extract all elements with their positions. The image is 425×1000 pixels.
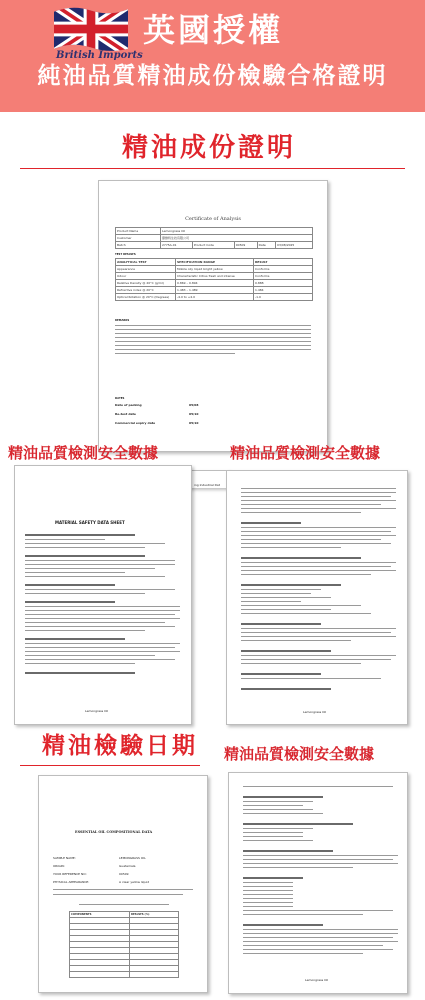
msds-title: MATERIAL SAFETY DATA SHEET <box>55 520 125 525</box>
reference-value: 00509 <box>119 872 129 876</box>
folded-page-text: ing Industrial Dat <box>194 483 220 487</box>
msds-left-footer: Lemongrass Oil <box>85 709 109 713</box>
msds-right-doc <box>226 470 408 725</box>
section3-left-divider <box>20 765 200 766</box>
spec-cell: -4.0 to +4.0 <box>176 294 254 301</box>
expiry-date-value: 05/10 <box>189 421 199 425</box>
header-spec: SPECIFICATION RANGE <box>176 259 254 266</box>
compositional-data-doc <box>38 775 208 993</box>
date-label: Date <box>257 242 275 249</box>
table-row <box>116 294 313 301</box>
retest-date-value: 05/10 <box>189 412 199 416</box>
sample-name-value: LEMONGRASS OIL <box>119 856 146 860</box>
date-of-packing-label: Date of packing <box>115 403 142 407</box>
table-row <box>116 287 313 294</box>
section1-divider <box>20 168 405 169</box>
brand-text: British Imports <box>56 50 143 61</box>
section1-title: 精油成份證明 <box>122 133 297 163</box>
date-of-packing-value: 05/08 <box>189 403 199 407</box>
test-cell: Refractive index @ 20°C <box>116 287 176 294</box>
test-cell: Optical Rotation @ 20°C (Degrees) <box>116 294 176 301</box>
table-row <box>116 273 313 280</box>
header-test: ANALYTICAL TEST <box>116 259 176 266</box>
reference-label: YOUR REFERENCE NO: <box>53 872 87 876</box>
banner-title: 英國授權 <box>143 11 284 49</box>
test-cell: Appearance <box>116 266 176 273</box>
result-cell: 0.888 <box>254 280 313 287</box>
test-results-title: TEST RESULTS <box>115 253 136 256</box>
expiry-date-label: Commercial expiry date <box>115 421 156 425</box>
msds-left-doc <box>14 465 192 725</box>
result-cell: -1.0 <box>254 294 313 301</box>
dates-title: DATES <box>115 397 125 400</box>
header-components: COMPONENTS <box>70 912 130 918</box>
result-cell: 1.484 <box>254 287 313 294</box>
certificate-info-table <box>115 227 313 249</box>
remarks-title: REMARKS <box>115 319 130 322</box>
appearance-value: A clear yellow liquid <box>119 880 150 884</box>
table-row <box>116 266 313 273</box>
batch-value: 2775A-01 <box>161 242 193 249</box>
certificate-of-analysis-doc <box>98 180 328 452</box>
table-row <box>116 280 313 287</box>
msds-bottom-right-doc <box>228 772 408 994</box>
product-code-label: Product Code <box>192 242 234 249</box>
product-code-value: 00509 <box>234 242 257 249</box>
composition-table <box>69 911 179 978</box>
compositional-title: ESSENTIAL OIL COMPOSITIONAL DATA <box>75 830 153 834</box>
header-banner <box>0 0 425 112</box>
test-cell: Relative Density @ 20°C (g/ml) <box>116 280 176 287</box>
origin-label: ORIGIN: <box>53 864 65 868</box>
sample-name-label: SAMPLE NAME: <box>53 856 76 860</box>
banner-subtitle: 純油品質精油成份檢驗合格證明 <box>37 63 388 89</box>
result-cell: Conforms <box>254 266 313 273</box>
date-value: 03/08/2025 <box>276 242 313 249</box>
header-result: RESULT <box>254 259 313 266</box>
origin-value: Guatemala <box>119 864 136 868</box>
batch-label: Batch <box>116 242 161 249</box>
customer-label: Customer <box>116 235 161 242</box>
spec-cell: 1.483 – 1.489 <box>176 287 254 294</box>
section3-left-title: 精油檢驗日期 <box>42 733 198 759</box>
section3-right-label: 精油品質檢測安全數據 <box>224 745 375 763</box>
product-name-value: Lemongrass Oil <box>161 228 313 235</box>
section2-right-label: 精油品質檢測安全數據 <box>230 444 381 462</box>
msds-bottom-footer: Lemongrass Oil <box>305 978 329 982</box>
spec-cell: 0.869 – 0.894 <box>176 280 254 287</box>
customer-value: 優維特生技有限公司 <box>161 235 313 242</box>
result-cell: Conforms <box>254 273 313 280</box>
test-results-table <box>115 258 313 301</box>
product-name-label: Product Name <box>116 228 161 235</box>
spec-cell: Mobile oily liquid bright yellow <box>176 266 254 273</box>
retest-date-label: Re-test date <box>115 412 136 416</box>
union-jack-flag-icon <box>54 4 128 54</box>
test-cell: Odour <box>116 273 176 280</box>
table-row <box>70 972 179 978</box>
appearance-label: PHYSICAL APPEARANCE: <box>53 880 90 884</box>
header-results: RESULTS (%) <box>130 912 179 918</box>
certificate-title: Certificate of Analysis <box>185 216 241 222</box>
msds-right-footer: Lemongrass Oil <box>303 710 327 714</box>
section2-left-label: 精油品質檢測安全數據 <box>8 444 159 462</box>
spec-cell: Characteristic Citrus fresh and intense <box>176 273 254 280</box>
